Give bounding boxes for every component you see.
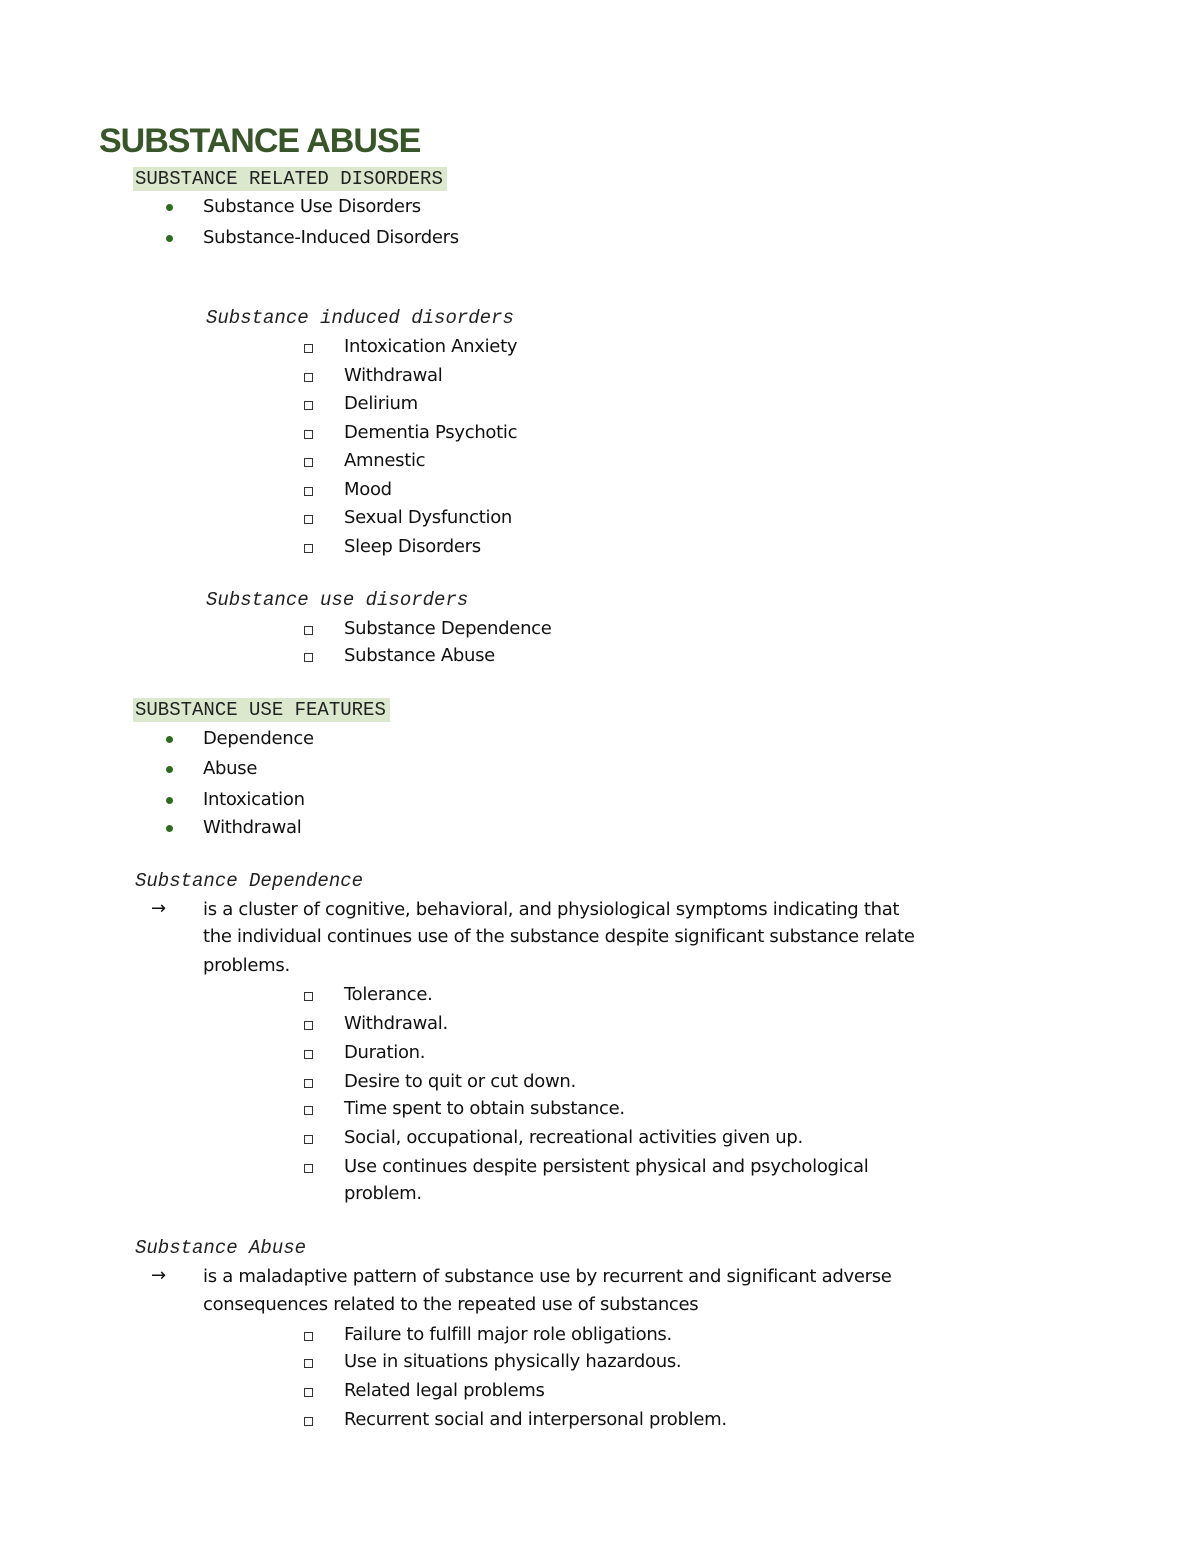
list-item: Related legal problems [344, 1380, 545, 1401]
arrow-right-icon: → [151, 898, 167, 919]
section-heading-use-features: SUBSTANCE USE FEATURES [133, 698, 390, 722]
definition-line: is a maladaptive pattern of substance use by recurrent and significant adverse [203, 1266, 892, 1287]
list-item: Withdrawal [344, 365, 443, 386]
list-item: Sleep Disorders [344, 536, 481, 557]
list-item-continuation: problem. [344, 1183, 422, 1204]
checkbox-bullet-icon [304, 430, 313, 439]
list-item: Substance Use Disorders [203, 196, 421, 217]
subheading-substance-abuse: Substance Abuse [135, 1237, 307, 1259]
list-item: Substance Abuse [344, 645, 495, 666]
bullet-dot-icon [166, 825, 173, 832]
checkbox-bullet-icon [304, 626, 313, 635]
checkbox-bullet-icon [304, 1021, 313, 1030]
section-heading-related-disorders: SUBSTANCE RELATED DISORDERS [133, 167, 447, 191]
list-item: Amnestic [344, 450, 426, 471]
list-item: Abuse [203, 758, 258, 779]
checkbox-bullet-icon [304, 1388, 313, 1397]
checkbox-bullet-icon [304, 1417, 313, 1426]
list-item: Substance-Induced Disorders [203, 227, 459, 248]
bullet-dot-icon [166, 235, 173, 242]
list-item: Withdrawal. [344, 1013, 448, 1034]
list-item: Duration. [344, 1042, 426, 1063]
checkbox-bullet-icon [304, 515, 313, 524]
subheading-use-disorders: Substance use disorders [206, 589, 469, 611]
checkbox-bullet-icon [304, 1332, 313, 1341]
checkbox-bullet-icon [304, 458, 313, 467]
checkbox-bullet-icon [304, 344, 313, 353]
checkbox-bullet-icon [304, 1135, 313, 1144]
checkbox-bullet-icon [304, 1050, 313, 1059]
list-item: Intoxication [203, 789, 305, 810]
list-item: Withdrawal [203, 817, 302, 838]
list-item: Time spent to obtain substance. [344, 1098, 625, 1119]
list-item: Dementia Psychotic [344, 422, 518, 443]
definition-line: consequences related to the repeated use of substances [203, 1294, 699, 1315]
checkbox-bullet-icon [304, 1079, 313, 1088]
checkbox-bullet-icon [304, 653, 313, 662]
list-item: Use continues despite persistent physical and psychological [344, 1156, 869, 1177]
list-item: Desire to quit or cut down. [344, 1071, 576, 1092]
bullet-dot-icon [166, 204, 173, 211]
checkbox-bullet-icon [304, 1106, 313, 1115]
list-item: Failure to fulfill major role obligations. [344, 1324, 672, 1345]
definition-line: problems. [203, 955, 290, 976]
subheading-substance-dependence: Substance Dependence [135, 870, 364, 892]
bullet-dot-icon [166, 736, 173, 743]
list-item: Dependence [203, 728, 314, 749]
list-item: Substance Dependence [344, 618, 552, 639]
list-item: Sexual Dysfunction [344, 507, 513, 528]
list-item: Delirium [344, 393, 418, 414]
subheading-induced-disorders: Substance induced disorders [206, 307, 514, 329]
checkbox-bullet-icon [304, 992, 313, 1001]
checkbox-bullet-icon [304, 487, 313, 496]
bullet-dot-icon [166, 797, 173, 804]
checkbox-bullet-icon [304, 373, 313, 382]
list-item: Intoxication Anxiety [344, 336, 518, 357]
list-item: Mood [344, 479, 392, 500]
checkbox-bullet-icon [304, 544, 313, 553]
bullet-dot-icon [166, 766, 173, 773]
arrow-right-icon: → [151, 1265, 167, 1286]
list-item: Recurrent social and interpersonal problem. [344, 1409, 727, 1430]
list-item: Social, occupational, recreational activities given up. [344, 1127, 803, 1148]
definition-line: the individual continues use of the substance despite significant substance relate [203, 926, 915, 947]
checkbox-bullet-icon [304, 401, 313, 410]
checkbox-bullet-icon [304, 1359, 313, 1368]
list-item: Use in situations physically hazardous. [344, 1351, 682, 1372]
checkbox-bullet-icon [304, 1164, 313, 1173]
document-title: SUBSTANCE ABUSE [99, 122, 421, 160]
list-item: Tolerance. [344, 984, 433, 1005]
definition-line: is a cluster of cognitive, behavioral, and physiological symptoms indicating that [203, 899, 900, 920]
